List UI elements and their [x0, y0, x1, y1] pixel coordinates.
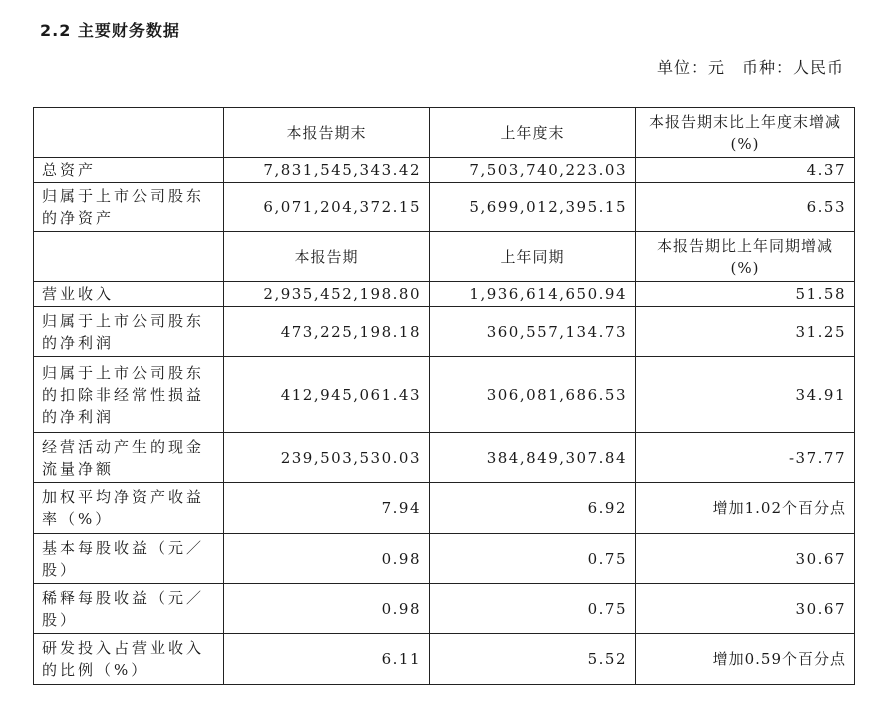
cell-prior: 0.75 — [430, 534, 636, 584]
cell-change: 30.67 — [636, 584, 855, 634]
cell-change: 4.37 — [636, 158, 855, 183]
row-label: 加权平均净资产收益率（%） — [34, 483, 224, 534]
row-label: 归属于上市公司股东的净利润 — [34, 307, 224, 357]
header-change-pct: 本报告期比上年同期增减(%) — [636, 232, 855, 282]
cell-current: 7.94 — [224, 483, 430, 534]
cell-prior: 5.52 — [430, 634, 636, 685]
table-header-row — [34, 232, 855, 282]
cell-change: 增加0.59个百分点 — [636, 634, 855, 685]
row-label: 研发投入占营业收入的比例（%） — [34, 634, 224, 685]
table-row — [34, 483, 855, 534]
cell-change: 30.67 — [636, 534, 855, 584]
header-same-period-last-year: 上年同期 — [430, 232, 636, 282]
table-row — [34, 634, 855, 685]
cell-current: 6.11 — [224, 634, 430, 685]
cell-prior: 5,699,012,395.15 — [430, 183, 636, 232]
cell-prior: 360,557,134.73 — [430, 307, 636, 357]
row-label: 归属于上市公司股东的净资产 — [34, 183, 224, 232]
cell-change: -37.77 — [636, 433, 855, 483]
header-prior-year-end: 上年度末 — [430, 108, 636, 158]
table-row — [34, 433, 855, 483]
row-label: 归属于上市公司股东的扣除非经常性损益的净利润 — [34, 357, 224, 433]
row-label: 基本每股收益（元／股） — [34, 534, 224, 584]
cell-current: 412,945,061.43 — [224, 357, 430, 433]
header-change-pct: 本报告期末比上年度末增减(%) — [636, 108, 855, 158]
cell-change: 34.91 — [636, 357, 855, 433]
row-label: 经营活动产生的现金流量净额 — [34, 433, 224, 483]
cell-change: 6.53 — [636, 183, 855, 232]
cell-prior: 6.92 — [430, 483, 636, 534]
cell-current: 239,503,530.03 — [224, 433, 430, 483]
cell-current: 2,935,452,198.80 — [224, 282, 430, 307]
table-row — [34, 357, 855, 433]
table-row — [34, 183, 855, 232]
cell-prior: 306,081,686.53 — [430, 357, 636, 433]
financial-data-table — [33, 107, 855, 685]
row-label: 总资产 — [34, 158, 224, 183]
table-row — [34, 307, 855, 357]
table-row — [34, 282, 855, 307]
row-label: 营业收入 — [34, 282, 224, 307]
cell-change: 增加1.02个百分点 — [636, 483, 855, 534]
cell-prior: 7,503,740,223.03 — [430, 158, 636, 183]
header-period-end: 本报告期末 — [224, 108, 430, 158]
header-empty-cell — [34, 232, 224, 282]
unit-currency-note: 单位：元 币种：人民币 — [656, 58, 844, 77]
cell-prior: 0.75 — [430, 584, 636, 634]
cell-prior: 1,936,614,650.94 — [430, 282, 636, 307]
table-row — [34, 584, 855, 634]
header-current-period: 本报告期 — [224, 232, 430, 282]
table-header-row — [34, 108, 855, 158]
section-title: 2.2 主要财务数据 — [40, 21, 180, 40]
cell-change: 31.25 — [636, 307, 855, 357]
cell-current: 6,071,204,372.15 — [224, 183, 430, 232]
cell-change: 51.58 — [636, 282, 855, 307]
cell-current: 473,225,198.18 — [224, 307, 430, 357]
cell-current: 0.98 — [224, 534, 430, 584]
table-row — [34, 158, 855, 183]
row-label: 稀释每股收益（元／股） — [34, 584, 224, 634]
table-row — [34, 534, 855, 584]
cell-current: 0.98 — [224, 584, 430, 634]
cell-current: 7,831,545,343.42 — [224, 158, 430, 183]
cell-prior: 384,849,307.84 — [430, 433, 636, 483]
header-empty-cell — [34, 108, 224, 158]
